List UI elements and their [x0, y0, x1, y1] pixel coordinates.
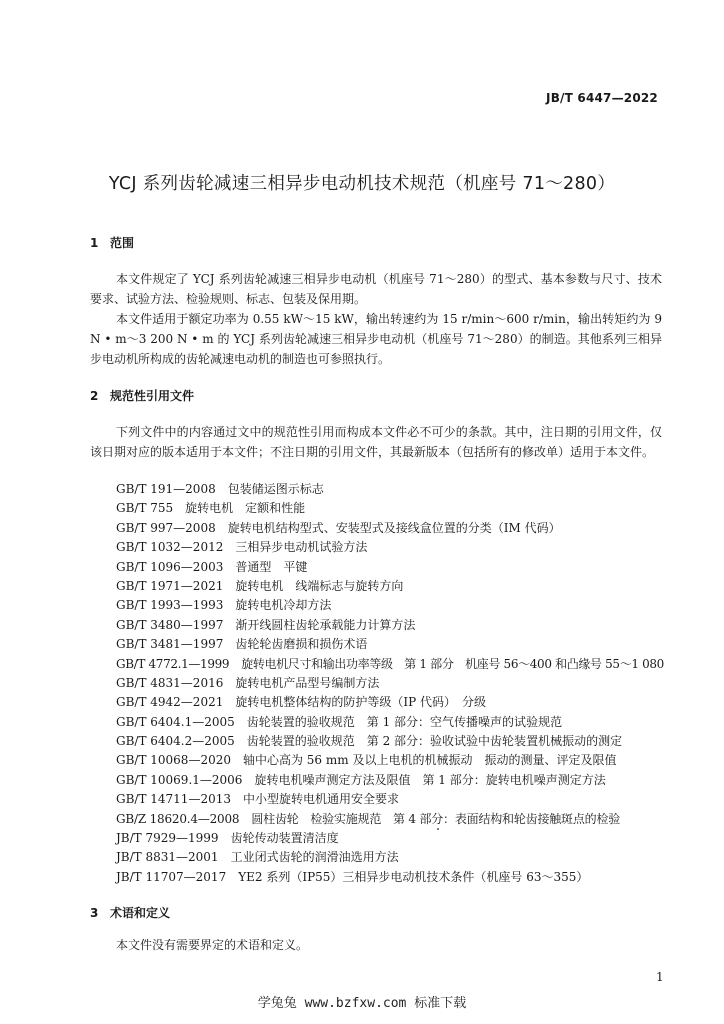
reference-item [116, 732, 664, 751]
reference-title: 齿轮传动装置清洁度 [230, 831, 339, 846]
reference-code: GB/T 1993—1993 [116, 598, 224, 613]
reference-title: 齿轮装置的验收规范 第 1 部分：空气传播噪声的试验规范 [246, 714, 563, 729]
reference-code: GB/T 10069.1—2006 [116, 772, 243, 787]
reference-title: 齿轮轮齿磨损和损伤术语 [235, 637, 368, 652]
reference-code: GB/T 1971—2021 [116, 578, 224, 593]
section-1-paragraph-1: 本文件规定了 YCJ 系列齿轮减速三相异步电动机（机座号 71～280）的型式、基本参数与尺寸、技术要求、试验方法、检验规则、标志、包装及保用期。 [90, 272, 662, 306]
reference-title: 旋转电机 定额和性能 [185, 501, 306, 516]
reference-item [116, 499, 664, 518]
reference-item [116, 519, 664, 538]
reference-title: 旋转电机整体结构的防护等级（IP 代码） 分级 [235, 695, 486, 710]
page-number: 1 [656, 970, 664, 984]
reference-item [116, 577, 664, 596]
section-number: 1 [90, 236, 99, 250]
reference-title: 包装储运图示标志 [227, 482, 324, 496]
section-1-paragraph-2: 本文件适用于额定功率为 0.55 kW～15 kW，输出转速约为 15 r/min～600 r/min，输出转矩约为 9 N • m～3 200 N • m 的 YCJ 系列齿轮减速三相异步电动机（机座号 71～280）的制造。其他系列三相异步电动机所构成的齿轮减速电动机的制造也可参照执行。 [90, 312, 662, 366]
reference-title: YE2 系列（IP55）三相异步电动机技术条件（机座号 63～355） [238, 869, 589, 884]
section-title: 术语和定义 [110, 906, 171, 920]
reference-item [116, 868, 664, 887]
reference-code: GB/T 4772.1—1999 [116, 656, 230, 671]
reference-code: GB/T 997—2008 [116, 520, 216, 535]
reference-code: GB/T 1096—2003 [116, 559, 224, 574]
document-title: YCJ 系列齿轮减速三相异步电动机技术规范（机座号 71～280） [108, 174, 616, 194]
standard-number: JB/T 6447—2022 [546, 91, 658, 105]
reference-title: 旋转电机噪声测定方法及限值 第 1 部分：旋转电机噪声测定方法 [254, 772, 606, 787]
reference-item [116, 829, 664, 848]
reference-item [116, 616, 664, 635]
reference-title: 圆柱齿轮 检验实施规范 第 4 部分：表面结构和轮齿接触斑点的检验 [251, 811, 621, 826]
reference-item [116, 713, 664, 732]
reference-item [116, 538, 664, 557]
reference-code: GB/T 6404.2—2005 [116, 734, 235, 749]
reference-code: GB/T 3481—1997 [116, 637, 224, 652]
reference-code: GB/T 1032—2012 [116, 540, 224, 555]
reference-code: GB/T 4942—2021 [116, 695, 224, 710]
section-2-paragraph-1: 下列文件中的内容通过文中的规范性引用而构成本文件必不可少的条款。其中，注日期的引用文件，仅该日期对应的版本适用于本文件；不注日期的引用文件，其最新版本（包括所有的修改单）适用于本文件。 [90, 425, 662, 459]
reference-code: JB/T 7929—1999 [116, 831, 219, 846]
reference-item [116, 848, 664, 867]
reference-title: 渐开线圆柱齿轮承载能力计算方法 [235, 617, 416, 632]
reference-title: 旋转电机 线端标志与旋转方向 [235, 578, 404, 593]
reference-title: 旋转电机结构型式、安装型式及接线盒位置的分类（IM 代码） [227, 520, 561, 535]
reference-item [116, 596, 664, 615]
reference-item [116, 693, 664, 712]
reference-code: GB/T 6404.1—2005 [116, 714, 235, 729]
section-title: 范围 [110, 236, 135, 250]
reference-title: 旋转电机尺寸和输出功率等级 第 1 部分 机座号 56～400 和凸缘号 55～1 080 [241, 656, 664, 671]
reference-code: GB/T 755 [116, 501, 174, 516]
reference-code: GB/Z 18620.4—2008 [116, 811, 240, 826]
section-3-heading [90, 904, 170, 921]
reference-code: GB/T 4831—2016 [116, 675, 224, 690]
footer-watermark-text: 学兔兔 www.bzfxw.com 标准下载 [257, 996, 467, 1011]
reference-item [116, 635, 664, 654]
reference-item [116, 558, 664, 577]
reference-code: GB/T 10068—2020 [116, 753, 231, 768]
reference-title: 旋转电机冷却方法 [235, 598, 332, 613]
reference-item [116, 810, 664, 829]
reference-title: 旋转电机产品型号编制方法 [235, 675, 380, 690]
reference-title: 工业闭式齿轮的润滑油选用方法 [230, 850, 399, 865]
reference-title: 中小型旋转电机通用安全要求 [242, 792, 399, 807]
reference-title: 齿轮装置的验收规范 第 2 部分：验收试验中齿轮装置机械振动的测定 [246, 734, 623, 749]
normative-references-list [116, 480, 664, 887]
section-title: 规范性引用文件 [110, 389, 195, 403]
section-number: 3 [90, 906, 99, 920]
scan-speck [437, 828, 439, 830]
reference-code: GB/T 191—2008 [116, 482, 216, 496]
reference-code: GB/T 14711—2013 [116, 792, 231, 807]
reference-item [116, 790, 664, 809]
reference-title: 三相异步电动机试验方法 [235, 540, 368, 555]
reference-code: JB/T 8831—2001 [116, 850, 219, 865]
reference-item [116, 480, 664, 499]
section-2-heading [90, 387, 194, 404]
reference-item [116, 751, 664, 770]
reference-item [116, 655, 664, 674]
reference-title: 轴中心高为 56 mm 及以上电机的机械振动 振动的测量、评定及限值 [242, 753, 617, 768]
reference-code: JB/T 11707—2017 [116, 869, 227, 884]
section-number: 2 [90, 389, 99, 403]
section-3-paragraph-1: 本文件没有需要界定的术语和定义。 [116, 938, 309, 952]
section-1-heading [90, 234, 134, 251]
reference-item [116, 771, 664, 790]
reference-item [116, 674, 664, 693]
reference-title: 普通型 平键 [235, 559, 308, 574]
reference-code: GB/T 3480—1997 [116, 617, 224, 632]
